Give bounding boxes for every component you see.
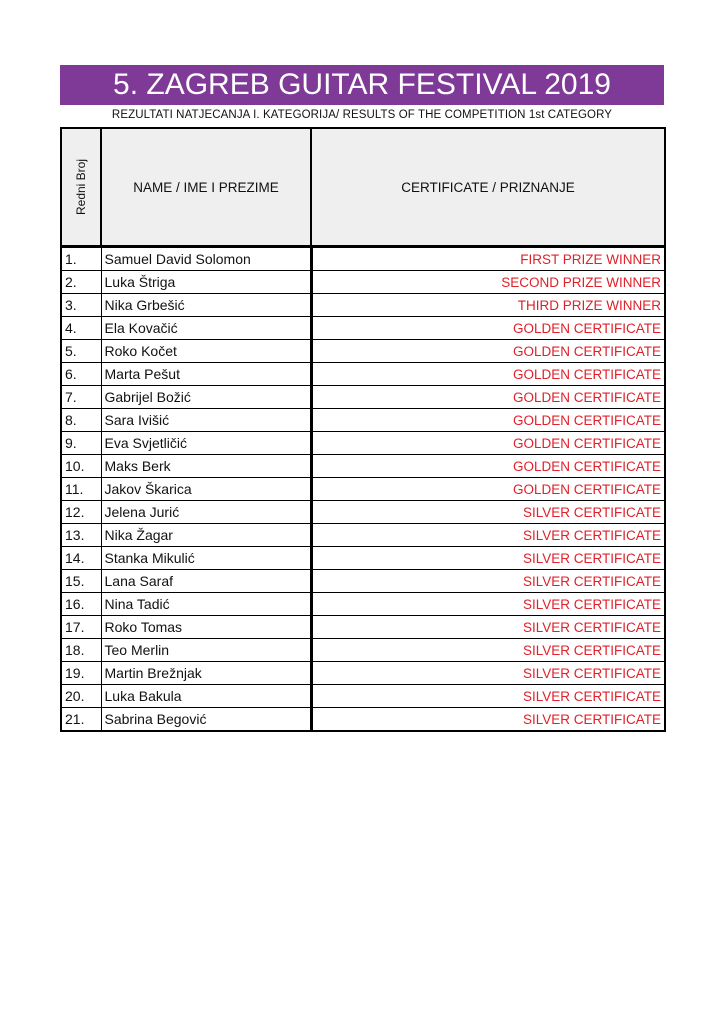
row-number: 8. <box>61 409 101 432</box>
participant-name: Roko Tomas <box>101 616 311 639</box>
row-number: 20. <box>61 685 101 708</box>
row-number: 18. <box>61 639 101 662</box>
table-row <box>61 340 665 363</box>
participant-name: Nika Žagar <box>101 524 311 547</box>
table-row <box>61 708 665 732</box>
column-header-number <box>61 128 101 247</box>
row-number: 11. <box>61 478 101 501</box>
participant-name: Roko Kočet <box>101 340 311 363</box>
table-row <box>61 478 665 501</box>
row-number: 15. <box>61 570 101 593</box>
row-number: 13. <box>61 524 101 547</box>
participant-name: Samuel David Solomon <box>101 247 311 271</box>
row-number: 17. <box>61 616 101 639</box>
award-label: GOLDEN CERTIFICATE <box>311 363 665 386</box>
table-row <box>61 386 665 409</box>
award-label: SILVER CERTIFICATE <box>311 524 665 547</box>
row-number: 7. <box>61 386 101 409</box>
table-header-row <box>61 128 665 247</box>
award-label: SILVER CERTIFICATE <box>311 662 665 685</box>
results-table <box>60 127 666 732</box>
table-row <box>61 271 665 294</box>
participant-name: Jelena Jurić <box>101 501 311 524</box>
award-label: SILVER CERTIFICATE <box>311 685 665 708</box>
award-label: THIRD PRIZE WINNER <box>311 294 665 317</box>
table-row <box>61 363 665 386</box>
page-subtitle: REZULTATI NATJECANJA I. KATEGORIJA/ RESULTS OF THE COMPETITION 1st CATEGORY <box>111 109 613 121</box>
table-row <box>61 547 665 570</box>
participant-name: Ela Kovačić <box>101 317 311 340</box>
participant-name: Eva Svjetličić <box>101 432 311 455</box>
table-row <box>61 294 665 317</box>
participant-name: Sabrina Begović <box>101 708 311 732</box>
row-number: 3. <box>61 294 101 317</box>
participant-name: Maks Berk <box>101 455 311 478</box>
table-row <box>61 639 665 662</box>
page-title: 5. ZAGREB GUITAR FESTIVAL 2019 <box>60 65 664 105</box>
table-row <box>61 570 665 593</box>
award-label: SILVER CERTIFICATE <box>311 616 665 639</box>
table-row <box>61 501 665 524</box>
row-number: 10. <box>61 455 101 478</box>
award-label: GOLDEN CERTIFICATE <box>311 432 665 455</box>
participant-name: Stanka Mikulić <box>101 547 311 570</box>
participant-name: Nina Tadić <box>101 593 311 616</box>
row-number: 6. <box>61 363 101 386</box>
award-label: FIRST PRIZE WINNER <box>311 247 665 271</box>
table-row <box>61 616 665 639</box>
row-number: 5. <box>61 340 101 363</box>
award-label: GOLDEN CERTIFICATE <box>311 386 665 409</box>
table-row <box>61 247 665 271</box>
table-row <box>61 317 665 340</box>
row-number: 2. <box>61 271 101 294</box>
participant-name: Luka Štriga <box>101 271 311 294</box>
row-number: 21. <box>61 708 101 732</box>
row-number: 1. <box>61 247 101 271</box>
award-label: SECOND PRIZE WINNER <box>311 271 665 294</box>
column-header-name: NAME / IME I PREZIME <box>101 128 311 247</box>
table-row <box>61 524 665 547</box>
column-header-number-label: Redni Broj <box>74 158 88 216</box>
award-label: SILVER CERTIFICATE <box>311 593 665 616</box>
participant-name: Sara Ivišić <box>101 409 311 432</box>
award-label: SILVER CERTIFICATE <box>311 708 665 732</box>
table-row <box>61 432 665 455</box>
table-row <box>61 455 665 478</box>
participant-name: Martin Brežnjak <box>101 662 311 685</box>
participant-name: Lana Saraf <box>101 570 311 593</box>
award-label: SILVER CERTIFICATE <box>311 570 665 593</box>
participant-name: Gabrijel Božić <box>101 386 311 409</box>
award-label: SILVER CERTIFICATE <box>311 501 665 524</box>
table-row <box>61 409 665 432</box>
row-number: 4. <box>61 317 101 340</box>
row-number: 19. <box>61 662 101 685</box>
award-label: GOLDEN CERTIFICATE <box>311 409 665 432</box>
award-label: GOLDEN CERTIFICATE <box>311 478 665 501</box>
row-number: 16. <box>61 593 101 616</box>
column-header-certificate: CERTIFICATE / PRIZNANJE <box>311 128 665 247</box>
award-label: GOLDEN CERTIFICATE <box>311 317 665 340</box>
participant-name: Teo Merlin <box>101 639 311 662</box>
award-label: GOLDEN CERTIFICATE <box>311 455 665 478</box>
table-row <box>61 662 665 685</box>
table-row <box>61 593 665 616</box>
row-number: 9. <box>61 432 101 455</box>
participant-name: Jakov Škarica <box>101 478 311 501</box>
participant-name: Luka Bakula <box>101 685 311 708</box>
row-number: 12. <box>61 501 101 524</box>
participant-name: Nika Grbešić <box>101 294 311 317</box>
table-row <box>61 685 665 708</box>
award-label: SILVER CERTIFICATE <box>311 547 665 570</box>
award-label: GOLDEN CERTIFICATE <box>311 340 665 363</box>
row-number: 14. <box>61 547 101 570</box>
participant-name: Marta Pešut <box>101 363 311 386</box>
award-label: SILVER CERTIFICATE <box>311 639 665 662</box>
